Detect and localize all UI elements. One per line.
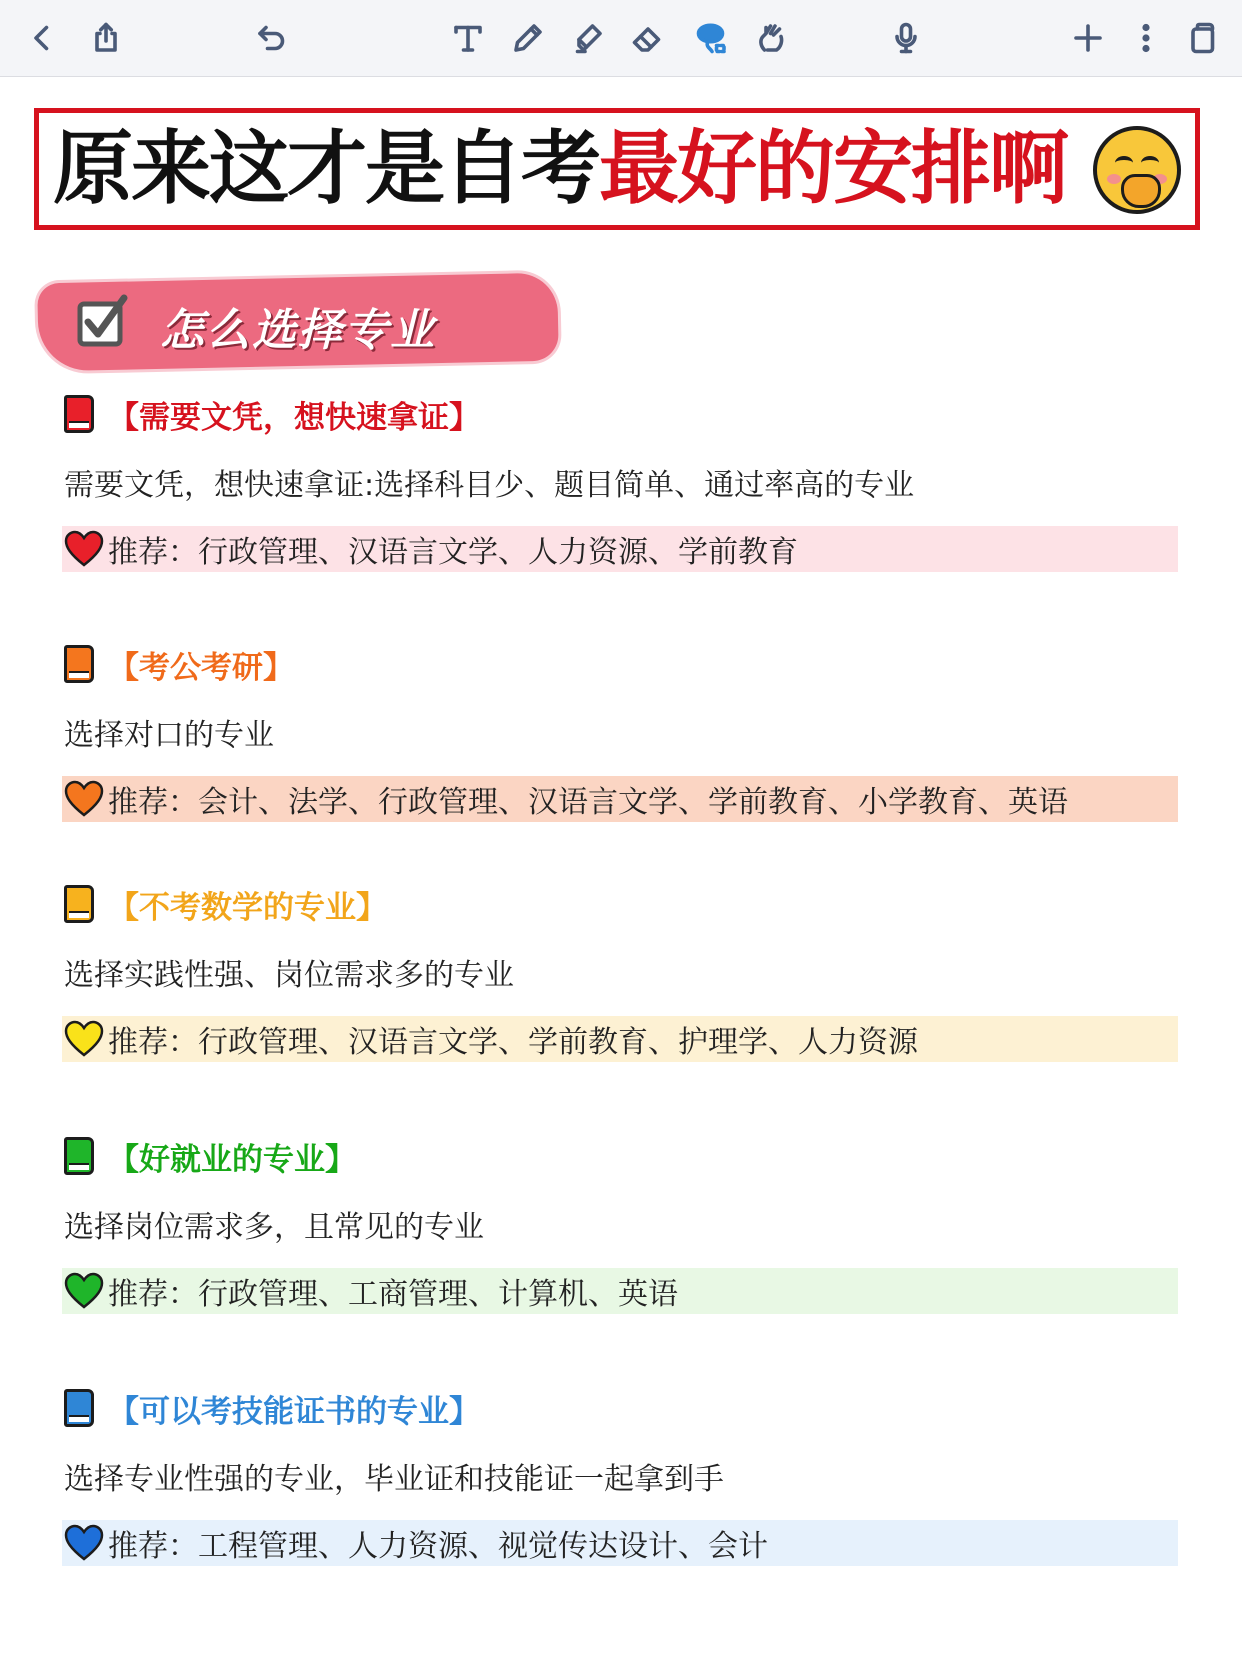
section-title: 怎么选择专业 bbox=[160, 305, 436, 356]
recommend-text: 推荐：行政管理、汉语言文学、人力资源、学前教育 bbox=[108, 535, 798, 570]
recommend-text: 推荐：行政管理、工商管理、计算机、英语 bbox=[108, 1277, 678, 1312]
orange-book-icon bbox=[64, 645, 94, 683]
group-description: 选择实践性强、岗位需求多的专业 bbox=[64, 958, 514, 993]
recommend-bar bbox=[62, 526, 1178, 572]
group-description: 选择岗位需求多，且常见的专业 bbox=[64, 1210, 484, 1245]
highlighter-icon[interactable] bbox=[566, 16, 610, 60]
group-heading: 【需要文凭，想快速拿证】 bbox=[108, 399, 480, 436]
pen-icon[interactable] bbox=[506, 16, 550, 60]
orange-heart-icon bbox=[64, 780, 104, 818]
title-banner bbox=[34, 108, 1200, 230]
group-description: 选择专业性强的专业，毕业证和技能证一起拿到手 bbox=[64, 1462, 724, 1497]
title-black-text: 原来这才是自考 bbox=[53, 122, 599, 215]
recommend-bar bbox=[62, 1268, 1178, 1314]
microphone-icon[interactable] bbox=[884, 16, 928, 60]
top-toolbar bbox=[0, 0, 1242, 77]
blue-heart-icon bbox=[64, 1524, 104, 1562]
recommend-bar bbox=[62, 776, 1178, 822]
group-heading: 【考公考研】 bbox=[108, 649, 294, 686]
text-icon[interactable] bbox=[446, 16, 490, 60]
face-with-hand-over-mouth-icon bbox=[1093, 126, 1181, 214]
recommend-bar bbox=[62, 1016, 1178, 1062]
lasso-icon[interactable] bbox=[690, 16, 734, 60]
group-heading: 【好就业的专业】 bbox=[108, 1141, 356, 1178]
more-icon[interactable] bbox=[1124, 16, 1168, 60]
group-description: 需要文凭，想快速拿证:选择科目少、题目简单、通过率高的专业 bbox=[64, 468, 915, 503]
pages-icon[interactable] bbox=[1180, 16, 1224, 60]
red-heart-icon bbox=[64, 530, 104, 568]
group-heading: 【可以考技能证书的专业】 bbox=[108, 1393, 480, 1430]
yellow-book-icon bbox=[64, 885, 94, 923]
hand-tool-icon[interactable] bbox=[750, 16, 794, 60]
yellow-heart-icon bbox=[64, 1020, 104, 1058]
blue-book-icon bbox=[64, 1389, 94, 1427]
green-book-icon bbox=[64, 1137, 94, 1175]
undo-icon[interactable] bbox=[250, 16, 294, 60]
group-heading: 【不考数学的专业】 bbox=[108, 889, 387, 926]
checkbox-icon bbox=[74, 292, 134, 352]
add-icon[interactable] bbox=[1066, 16, 1110, 60]
recommend-text: 推荐：行政管理、汉语言文学、学前教育、护理学、人力资源 bbox=[108, 1025, 918, 1060]
eraser-icon[interactable] bbox=[626, 16, 670, 60]
recommend-text: 推荐：会计、法学、行政管理、汉语言文学、学前教育、小学教育、英语 bbox=[108, 785, 1068, 820]
green-heart-icon bbox=[64, 1272, 104, 1310]
recommend-bar bbox=[62, 1520, 1178, 1566]
share-icon[interactable] bbox=[84, 16, 128, 60]
red-book-icon bbox=[64, 395, 94, 433]
recommend-text: 推荐：工程管理、人力资源、视觉传达设计、会计 bbox=[108, 1529, 768, 1564]
page-title bbox=[53, 122, 1067, 215]
title-red-text: 最好的安排啊 bbox=[599, 122, 1067, 215]
back-icon[interactable] bbox=[20, 16, 64, 60]
group-description: 选择对口的专业 bbox=[64, 718, 274, 753]
